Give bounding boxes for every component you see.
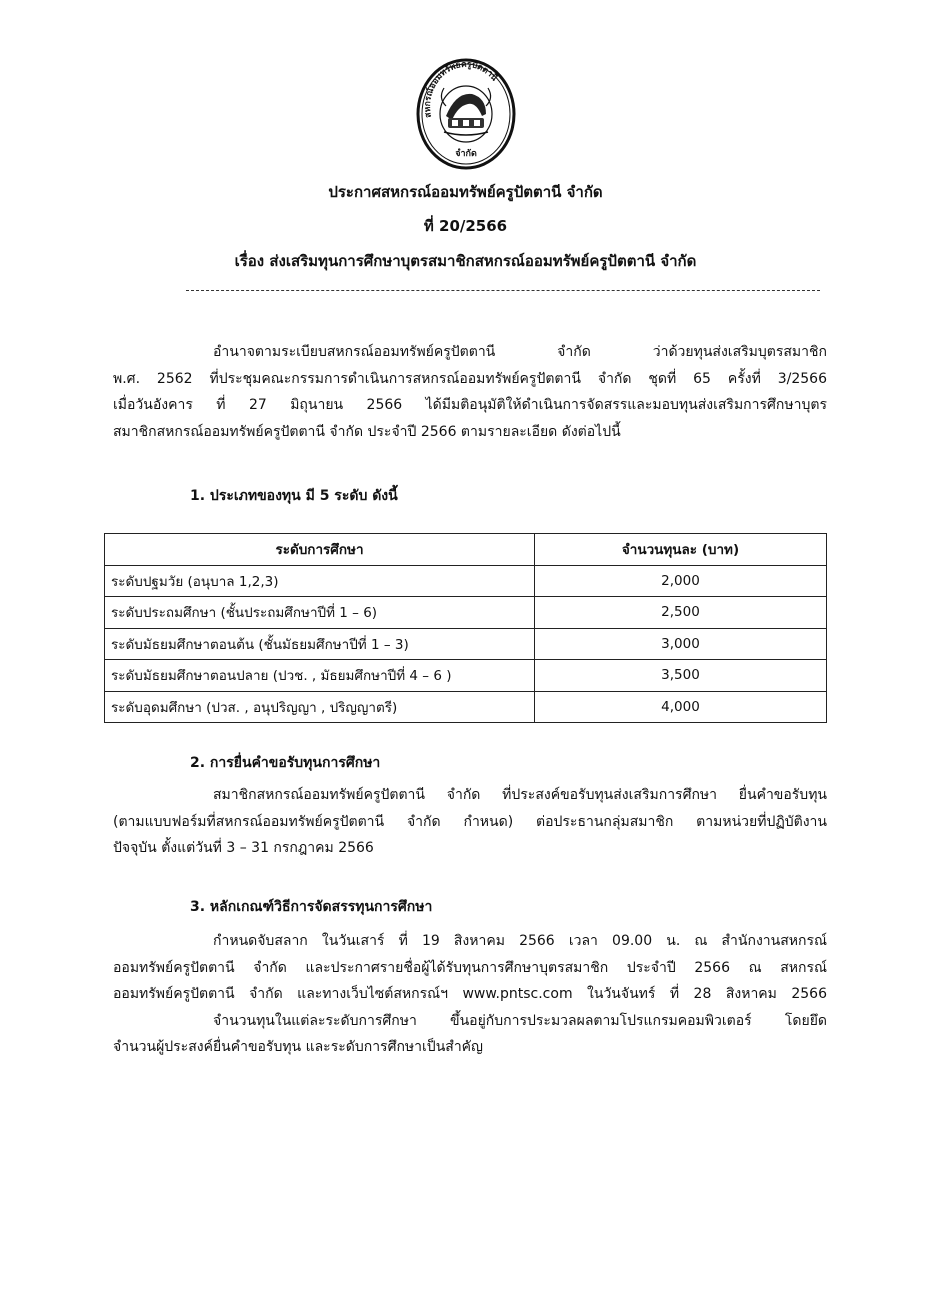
- table-row: [105, 691, 827, 723]
- section-3-line: กำหนดจับสลาก ในวันเสาร์ ที่ 19 สิงหาคม 2566 เวลา 09.00 น. ณ สำนักงานสหกรณ์: [213, 933, 827, 949]
- amount-cell: 2,000: [535, 565, 827, 597]
- section-2-line: สมาชิกสหกรณ์ออมทรัพย์ครูปัตตานี จำกัด ที่ประสงค์ขอรับทุนส่งเสริมการศึกษา ยื่นคำขอรับทุน: [213, 787, 827, 803]
- table-row: [105, 565, 827, 597]
- table-header-row: [105, 534, 827, 566]
- cooperative-seal-logo: [416, 58, 516, 170]
- section-3-paragraph: [113, 928, 827, 1061]
- level-cell: ระดับมัธยมศึกษาตอนต้น (ชั้นมัธยมศึกษาปีที่ 1 – 3): [105, 628, 535, 660]
- section-3-line: ออมทรัพย์ครูปัตตานี จำกัด และทางเว็บไซต์สหกรณ์ฯ www.pntsc.com ในวันจันทร์ ที่ 28 สิงหาคม 2566: [113, 986, 827, 1002]
- seal-bottom-text: จำกัด: [455, 149, 477, 159]
- dashed-divider: [186, 290, 820, 291]
- section-2-heading: 2. การยื่นคำขอรับทุนการศึกษา: [190, 755, 381, 771]
- section-2-line: ปัจจุบัน ตั้งแต่วันที่ 3 – 31 กรกฎาคม 2566: [113, 840, 374, 856]
- intro-line: พ.ศ. 2562 ที่ประชุมคณะกรรมการดำเนินการสหกรณ์ออมทรัพย์ครูปัตตานี จำกัด ชุดที่ 65 ครั้งที่ 3/2566: [113, 370, 827, 387]
- amount-cell: 4,000: [535, 691, 827, 723]
- announcement-number: ที่ 20/2566: [423, 217, 508, 235]
- section-2-paragraph: [113, 782, 827, 862]
- intro-line: สมาชิกสหกรณ์ออมทรัพย์ครูปัตตานี จำกัด ประจำปี 2566 ตามรายละเอียด ดังต่อไปนี้: [113, 423, 621, 440]
- level-cell: ระดับปฐมวัย (อนุบาล 1,2,3): [105, 565, 535, 597]
- section-3-line: จำนวนผู้ประสงค์ยื่นคำขอรับทุน และระดับการศึกษาเป็นสำคัญ: [113, 1039, 483, 1055]
- section-1-heading: 1. ประเภทของทุน มี 5 ระดับ ดังนี้: [190, 488, 398, 504]
- level-cell: ระดับมัธยมศึกษาตอนปลาย (ปวช. , มัธยมศึกษาปีที่ 4 – 6 ): [105, 660, 535, 692]
- seal-ring-text: สหกรณ์ออมทรัพย์ครูปัตตานี: [422, 59, 500, 119]
- announcement-title: ประกาศสหกรณ์ออมทรัพย์ครูปัตตานี จำกัด: [328, 183, 603, 201]
- intro-line: เมื่อวันอังคาร ที่ 27 มิถุนายน 2566 ได้มีมติอนุมัติให้ดำเนินการจัดสรรและมอบทุนส่งเสริมการศึกษาบุตร: [113, 397, 827, 413]
- column-header-level: ระดับการศึกษา: [105, 534, 535, 566]
- amount-cell: 3,000: [535, 628, 827, 660]
- table-row: [105, 660, 827, 692]
- level-cell: ระดับประถมศึกษา (ชั้นประถมศึกษาปีที่ 1 – 6): [105, 597, 535, 629]
- announcement-subject: เรื่อง ส่งเสริมทุนการศึกษาบุตรสมาชิกสหกรณ์ออมทรัพย์ครูปัตตานี จำกัด: [234, 252, 697, 270]
- level-cell: ระดับอุดมศึกษา (ปวส. , อนุปริญญา , ปริญญาตรี): [105, 691, 535, 723]
- amount-cell: 3,500: [535, 660, 827, 692]
- amount-cell: 2,500: [535, 597, 827, 629]
- section-3-line: จำนวนทุนในแต่ละระดับการศึกษา ขึ้นอยู่กับการประมวลผลตามโปรแกรมคอมพิวเตอร์ โดยยึด: [213, 1012, 827, 1029]
- intro-line: อำนาจตามระเบียบสหกรณ์ออมทรัพย์ครูปัตตานี จำกัด ว่าด้วยทุนส่งเสริมบุตรสมาชิก: [213, 344, 827, 360]
- scholarship-table: [104, 533, 827, 723]
- intro-paragraph: [113, 339, 827, 445]
- section-3-line: ออมทรัพย์ครูปัตตานี จำกัด และประกาศรายชื่อผู้ได้รับทุนการศึกษาบุตรสมาชิก ประจำปี 2566 ณ สหกรณ์: [113, 959, 827, 976]
- section-2-line: (ตามแบบฟอร์มที่สหกรณ์ออมทรัพย์ครูปัตตานี จำกัด กำหนด) ต่อประธานกลุ่มสมาชิก ตามหน่วยที่ปฏิบัติงาน: [113, 813, 827, 830]
- table-row: [105, 628, 827, 660]
- column-header-amount: จำนวนทุนละ (บาท): [535, 534, 827, 566]
- section-3-heading: 3. หลักเกณฑ์วิธีการจัดสรรทุนการศึกษา: [190, 899, 433, 915]
- table-row: [105, 597, 827, 629]
